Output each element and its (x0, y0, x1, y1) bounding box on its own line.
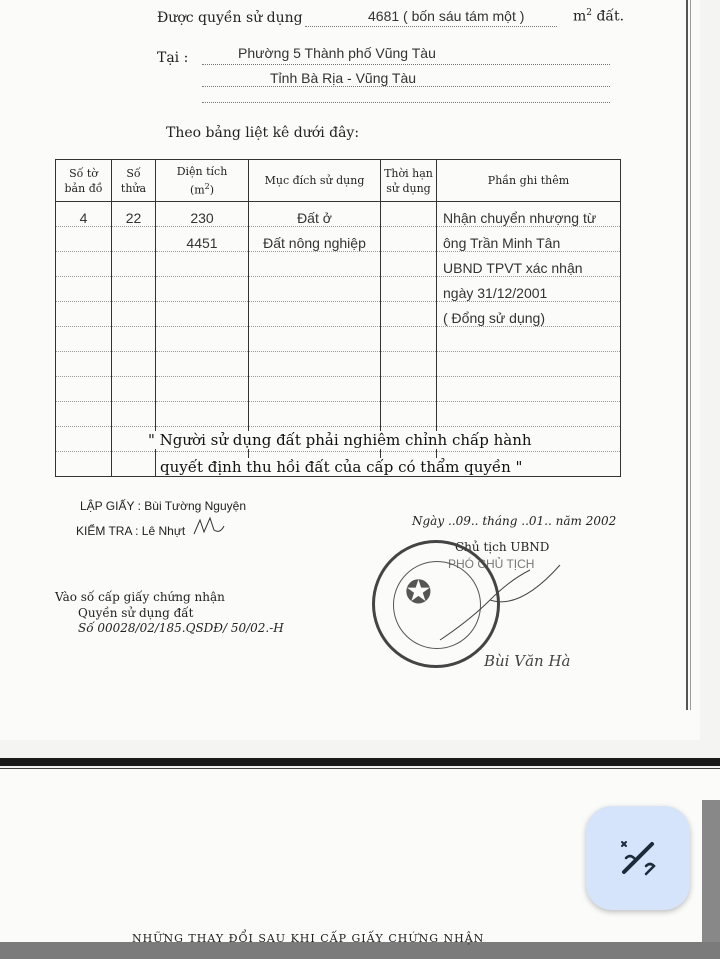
cell-map-sheet (56, 227, 112, 252)
location-line-2: Tỉnh Bà Rịa - Vũng Tàu (270, 70, 417, 86)
table-row-empty (56, 352, 621, 377)
location-line-1: Phường 5 Thành phố Vũng Tàu (238, 45, 436, 61)
cell-note: ngày 31/12/2001 (437, 277, 621, 302)
cell-term (381, 302, 437, 327)
cell-area (156, 252, 249, 277)
issue-date: Ngày ..09.. tháng ..01.. năm 2002 (412, 514, 617, 528)
table-row (56, 227, 621, 252)
cell-area: 4451 (156, 227, 249, 252)
dotted-line (202, 86, 610, 87)
cell-purpose (249, 252, 381, 277)
cell-term (381, 202, 437, 227)
header-term: Thời hạn sử dụng (381, 160, 437, 202)
checked-by: KIỂM TRA : Lê Nhựt (76, 524, 186, 538)
magic-wand-icon (616, 836, 660, 880)
header-map-sheet: Số tờ bản đồ (56, 160, 112, 202)
cell-term (381, 227, 437, 252)
magic-edit-button[interactable] (586, 806, 690, 910)
cell-note: ông Trần Minh Tân (437, 227, 621, 252)
table-row-empty (56, 327, 621, 352)
next-page-title: NHỮNG THAY ĐỔI SAU KHI CẤP GIẤY CHỨNG NHẬN (132, 932, 485, 945)
table-header-row (56, 160, 621, 202)
signer-title: Chủ tịch UBND (455, 540, 550, 554)
dotted-line (202, 102, 610, 103)
signature-icon (430, 560, 570, 650)
signer-position: PHÓ CHỦ TỊCH (448, 557, 535, 571)
cell-map-sheet: 4 (56, 202, 112, 227)
header-area: Diện tích $(m^2)$ (156, 160, 249, 202)
header-parcel: Số thửa (112, 160, 156, 202)
table-row (56, 277, 621, 302)
cell-purpose (249, 277, 381, 302)
location-label: Tại : (157, 50, 189, 66)
area-value: 4681 ( bốn sáu tám một ) (368, 8, 525, 24)
area-unit: $m^2$ đất. (573, 8, 625, 25)
header-purpose: Mục đích sử dụng (249, 160, 381, 202)
table-row (56, 202, 621, 227)
table-row-empty (56, 402, 621, 427)
checker-signature-icon (192, 516, 226, 538)
cell-purpose: Đất ở (249, 202, 381, 227)
cell-parcel (112, 302, 156, 327)
star-emblem-icon: ✪ (405, 573, 432, 611)
cell-term (381, 277, 437, 302)
header-notes: Phần ghi thêm (437, 160, 621, 202)
page-fold-line (690, 0, 691, 710)
prepared-by: LẬP GIẤY : Bùi Tường Nguyện (80, 499, 246, 513)
page-fold-line (686, 0, 688, 710)
cell-term (381, 252, 437, 277)
cell-purpose: Đất nông nghiệp (249, 227, 381, 252)
cell-note: ( Đổng sử dụng) (437, 302, 621, 327)
cell-parcel (112, 227, 156, 252)
table-row (56, 302, 621, 327)
page-divider (0, 758, 720, 766)
cell-map-sheet (56, 277, 112, 302)
cell-purpose (249, 302, 381, 327)
registry-number: Số 00028/02/185.QSDĐ/ 50/02.-H (78, 621, 284, 635)
cell-area: 230 (156, 202, 249, 227)
cell-parcel (112, 277, 156, 302)
registry-line-1: Vào số cấp giấy chứng nhận (55, 590, 225, 604)
cell-map-sheet (56, 302, 112, 327)
regulation-quote-line-2: quyết định thu hồi đất của cấp có thẩm quyền " (156, 458, 526, 476)
cell-note: Nhận chuyển nhượng từ (437, 202, 621, 227)
signer-name: Bùi Văn Hà (484, 652, 571, 670)
cell-note: UBND TPVT xác nhận (437, 252, 621, 277)
cell-map-sheet (56, 252, 112, 277)
land-parcel-table (55, 159, 621, 477)
table-intro: Theo bảng liệt kê dưới đây: (166, 125, 360, 141)
cell-parcel: 22 (112, 202, 156, 227)
cell-area (156, 302, 249, 327)
registry-line-2: Quyền sử dụng đất (78, 606, 194, 620)
cell-parcel (112, 252, 156, 277)
dotted-line (202, 64, 610, 65)
table-row-empty (56, 377, 621, 402)
regulation-quote-line-1: " Người sử dụng đất phải nghiêm chỉnh chấp hành (144, 431, 536, 449)
page-edge (702, 800, 720, 942)
cell-area (156, 277, 249, 302)
dotted-line (305, 26, 557, 27)
table-row (56, 252, 621, 277)
area-label: Được quyền sử dụng (157, 10, 303, 26)
